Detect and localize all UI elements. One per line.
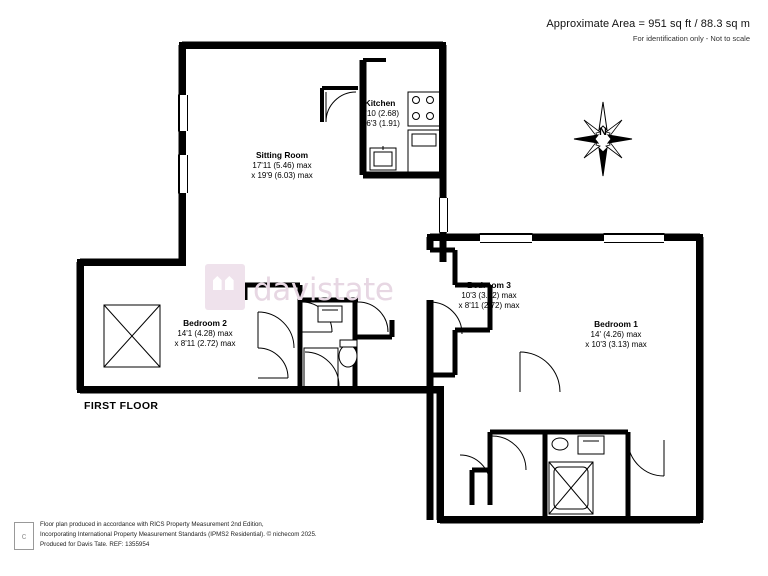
approximate-area-text: Approximate Area = 951 sq ft / 88.3 sq m [546,18,750,30]
footer-text [40,520,317,550]
wall-bedroom2-top [77,259,186,266]
copyright-glyph: c [21,531,27,541]
wall-top-sitting-kitchen [179,42,446,49]
watermark-text: davistate [253,272,394,308]
floor-title: FIRST FLOOR [84,400,159,412]
room-name-sitting-room: Sitting Room [255,150,309,160]
room-label-sitting-room [212,150,352,181]
wall-left-sitting [179,42,186,262]
room-name-bedroom-1: Bedroom 1 [594,319,638,329]
window-sitting-left-1 [179,95,188,131]
footer-line-3: Produced for Davis Tate. REF: 1355954 [40,540,150,548]
room-dim2-bedroom-3: x 8'11 (2.72) max [458,300,520,310]
room-name-bedroom-2: Bedroom 2 [183,318,227,328]
copyright-icon [14,522,34,550]
room-label-bedroom-2 [140,318,270,349]
window-bedroom1-top [604,234,664,243]
wall-left-lower-right-block [437,386,444,523]
window-bedroom3-top [480,234,532,243]
room-dim1-bedroom-1: 14' (4.26) max [590,329,642,339]
room-name-kitchen: Kitchen [364,98,396,108]
wall-right-outer [696,234,703,523]
footer-line-2: Incorporating International Property Measurement Standards (IPMS2 Residential). © nichecom 2025. [40,530,317,538]
wall-bedroom2-left [77,259,84,393]
room-dim1-bedroom-3: 10'3 (3.12) max [461,290,517,300]
room-dim2-bedroom-1: x 10'3 (3.13) max [585,339,647,349]
room-label-bedroom-1 [551,319,681,350]
room-name-bedroom-3: Bedroom 3 [467,280,511,290]
area-disclaimer-text: For identification only - Not to scale [632,34,750,43]
room-dim2-bedroom-2: x 8'11 (2.72) max [174,338,236,348]
room-dim1-bedroom-2: 14'1 (4.28) max [177,328,233,338]
room-dim1-sitting-room: 17'11 (5.46) max [252,160,312,170]
wall-right-kitchen [439,42,446,176]
wall-bottom-left-block [77,386,443,393]
window-sitting-right [439,198,448,232]
room-dim2-sitting-room: x 19'9 (6.03) max [251,170,313,180]
room-label-kitchen [341,98,419,129]
footer-disclaimer [14,520,434,562]
wall-bottom-right-block [437,516,703,523]
room-dim2-kitchen: x 6'3 (1.91) [360,118,400,128]
window-sitting-left-2 [179,155,188,193]
compass-north-label: N [599,126,607,138]
room-label-bedroom-3 [424,280,554,311]
room-dim1-kitchen: 8'10 (2.68) [361,108,399,118]
footer-line-1: Floor plan produced in accordance with RICS Property Measurement 2nd Edition, [40,521,264,528]
